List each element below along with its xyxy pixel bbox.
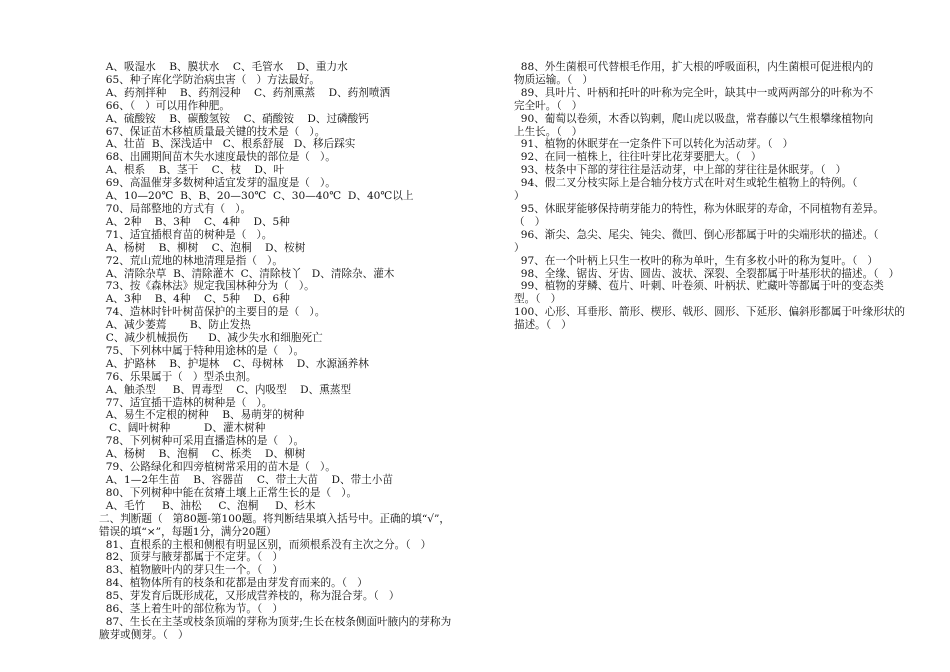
text-line: 70、局部整地的方式有（ ）。 (99, 202, 252, 215)
text-line: 腋芽或侧芽。（ ） (99, 628, 189, 641)
text-line: A、护路林 B、护堤林 C、母树林 D、水源涵养林 (99, 357, 369, 370)
text-line: 90、葡萄以卷须，木香以钩刺，爬山虎以吸盘，常春藤以气生根攀缘植物向 (514, 112, 874, 125)
text-line: 95、休眠芽能够保持萌芽能力的特性，称为休眠芽的寿命，不同植物有差异。 (514, 202, 884, 215)
text-line: 79、公路绿化和四旁植树常采用的苗木是（ ）。 (99, 461, 336, 474)
text-line: C、阔叶树种 D、灌木树种 (99, 422, 266, 435)
text-line: 错误的填“×”，每题1分，满分20题） (99, 525, 277, 538)
text-line: 66、（ ）可以用作种肥。 (99, 99, 230, 112)
text-line: 完全叶。（ ） (514, 99, 583, 112)
text-line: A、根系 B、茎干 C、枝 D、叶 (99, 164, 285, 177)
text-line: A、3种 B、4种 C、5种 D、6种 (99, 293, 290, 306)
text-line: A、杨树 B、柳树 C、泡桐 D、桉树 (99, 241, 306, 254)
text-line: A、壮苗 B、深浅适中 C、根系舒展 D、移后踩实 (99, 138, 356, 151)
text-line: （ ） (514, 215, 546, 228)
text-line: ） (514, 190, 525, 203)
text-line: A、毛竹 B、油松 C、泡桐 D、杉木 (99, 499, 316, 512)
text-line: 77、适宜插干造林的树种是（ ）。 (99, 396, 273, 409)
text-line: 85、芽发育后既形成花，又形成营养枝的，称为混合芽。（ ） (99, 590, 400, 603)
text-line: A、杨树 B、泡桐 C、栎类 D、柳树 (99, 448, 306, 461)
text-line: 67、保证苗木移植质量最关键的技术是（ ）。 (99, 125, 326, 138)
text-line: 88、外生菌根可代替根毛作用，扩大根的呼吸面积，内生菌根可促进根内的 (514, 61, 874, 73)
right-column (514, 61, 905, 332)
text-line: 80、下列树种中能在贫瘠土壤上正常生长的是（ ）。 (99, 486, 358, 499)
text-line: 69、高温催芽多数树种适宜发芽的温度是（ ）。 (99, 177, 336, 190)
text-line: 75、下列林中属于特种用途林的是（ ）。 (99, 344, 305, 357)
text-line: 描述。（ ） (514, 319, 572, 332)
text-line: 73、按《森林法》规定我国林种分为（ ）。 (99, 280, 315, 293)
text-line: 93、枝条中下部的芽往往是活动芽，中上部的芽往往是休眠芽。（ ） (514, 164, 847, 177)
text-line: 99、植物的芽鳞、苞片、叶刺、叶卷须、叶柄状、贮藏叶等都属于叶的变态类 (514, 280, 884, 293)
text-line: 68、出圃期间苗木失水速度最快的部位是（ ）。 (99, 151, 336, 164)
text-line: 84、植物体所有的枝条和花都是由芽发育而来的。（ ） (99, 577, 368, 590)
text-line: 65、种子库化学防治病虫害（ ）方法最好。 (99, 73, 321, 86)
text-line: A、1—2年生苗 B、容器苗 C、带土大苗 D、带土小苗 (99, 474, 393, 486)
text-line: A、减少萎蔫 B、防止发热 (99, 319, 251, 332)
text-line: 98、全缘、锯齿、牙齿、圆齿、波状、深裂、全裂都属于叶基形状的描述。（ ） (514, 267, 900, 280)
text-line: 89、具叶片、叶柄和托叶的叶称为完全叶，缺其中一或两两部分的叶称为不 (514, 86, 874, 99)
text-line: 81、直根系的主根和侧根有明显区别，而须根系没有主次之分。（ ） (99, 538, 432, 551)
text-line: 二、判断题（ 第80题-第100题。将判断结果填入括号中。正确的填“√”， (99, 512, 450, 525)
text-line: 物质运输。（ ） (514, 73, 593, 86)
left-column (99, 61, 484, 642)
text-line: C、减少机械损伤 D、减少失水和细胞死亡 (99, 332, 323, 345)
text-line: ） (514, 241, 525, 254)
text-line: 型。（ ） (514, 293, 562, 306)
text-line: 87、生长在主茎或枝条顶端的芽称为顶芽;生长在枝条侧面叶腋内的芽称为 (99, 615, 452, 628)
text-line: A、硫酸铵 B、碳酸氢铵 C、硝酸铵 D、过磷酸钙 (99, 112, 369, 125)
text-line: 71、适宜插根育苗的树种是（ ）。 (99, 228, 273, 241)
text-line: 72、荒山荒地的林地清理是指（ ）。 (99, 254, 283, 267)
text-line: 100、心形、耳垂形、箭形、楔形、戟形、圆形、下延形、偏斜形都属于叶缘形状的 (514, 306, 905, 319)
text-line: 82、顶芽与腋芽都属于不定芽。（ ） (99, 551, 283, 564)
text-line: 92、在同一植株上，往往叶芽比花芽要肥大。（ ） (514, 151, 762, 164)
text-line: A、吸湿水 B、膜状水 C、毛管水 D、重力水 (99, 61, 348, 73)
text-line: 86、茎上着生叶的部位称为节。（ ） (99, 603, 283, 616)
text-line: A、清除杂草 B、清除灌木 C、清除枝丫 D、清除杂、灌木 (99, 267, 395, 280)
text-line: 94、假二叉分枝实际上是合轴分枝方式在叶对生或轮生植物上的特例。（ (514, 177, 858, 190)
text-line: 上生长。（ ） (514, 125, 583, 138)
text-line: 76、乐果属于（ ）型杀虫剂。 (99, 370, 257, 383)
text-line: 97、在一个叶柄上只生一枚叶的称为单叶，生有多枚小叶的称为复叶。（ ） (514, 254, 879, 267)
text-line: A、易生不定根的树种 B、易萌芽的树种 (99, 409, 305, 422)
text-line: 78、下列树种可采用直播造林的是（ ）。 (99, 435, 305, 448)
text-line: 74、造林时针叶树苗保护的主要目的是（ ）。 (99, 306, 326, 319)
text-line: A、触杀型 B、胃毒型 C、内吸型 D、熏蒸型 (99, 383, 352, 396)
text-line: 83、植物腋叶内的芽只生一个。（ ） (99, 564, 283, 577)
text-line: A、2种 B、3种 C、4种 D、5种 (99, 215, 290, 228)
text-line: 96、渐尖、急尖、尾尖、钝尖、微凹、倒心形都属于叶的尖端形状的描述。（ (514, 228, 879, 241)
text-line: A、10—20℃ B、B、20—30℃ C、30—40℃ D、40℃以上 (99, 190, 414, 203)
text-line: A、药剂拌种 B、药剂浸种 C、药剂熏蒸 D、药剂喷洒 (99, 86, 391, 99)
text-line: 91、植物的休眠芽在一定条件下可以转化为活动芽。（ ） (514, 138, 794, 151)
